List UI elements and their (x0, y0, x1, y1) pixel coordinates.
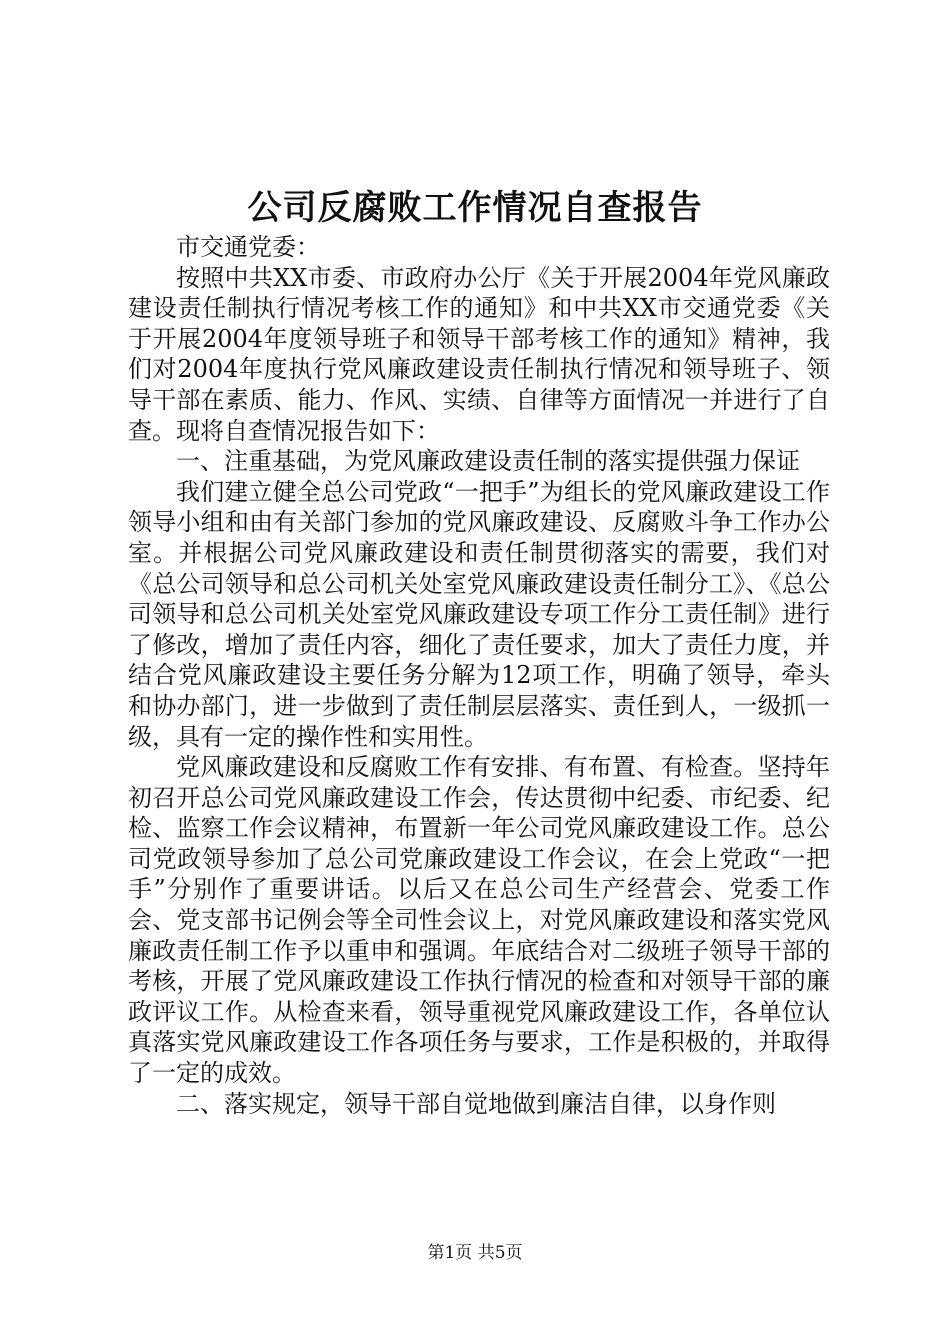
section-heading-1: 一、注重基础，为党风廉政建设责任制的落实提供强力保证 (176, 447, 800, 476)
intro-paragraph: 按照中共XX市委、市政府办公厅《关于开展2004年党风廉政建设责任制执行情况考核工作的通知》和中共XX市交通党委《关于开展2004年度领导班子和领导干部考核工作的通知》精神，我们对2004年度执行党风廉政建设责任制执行情况和领导班子、领导干部在素质、能力、作风、实绩、自律等方面情况一并进行了自查。现将自查情况报告如下： (128, 263, 830, 445)
salutation: 市交通党委： (176, 233, 320, 261)
body-paragraph: 我们建立健全总公司党政“一把手”为组长的党风廉政建设工作领导小组和由有关部门参加的党风廉政建设、反腐败斗争工作办公室。并根据公司党风廉政建设和责任制贯彻落实的需要，我们对《总公司领导和总公司机关处室党风廉政建设责任制分工》、《总公司领导和总公司机关处室党风廉政建设专项工作分工责任制》进行了修改，增加了责任内容，细化了责任要求，加大了责任力度，并结合党风廉政建设主要任务分解为12项工作，明确了领导，牵头和协办部门，进一步做到了责任制层层落实、责任到人，一级抓一级，具有一定的操作性和实用性。 (128, 477, 830, 751)
section-heading-2: 二、落实规定，领导干部自觉地做到廉洁自律，以身作则 (176, 1089, 776, 1118)
body-paragraph: 党风廉政建设和反腐败工作有安排、有布置、有检查。坚持年初召开总公司党风廉政建设工作会，传达贯彻中纪委、市纪委、纪检、监察工作会议精神，布置新一年公司党风廉政建设工作。总公司党政领导参加了总公司党廉政建设工作会议，在会上党政“一把手”分别作了重要讲话。以后又在总公司生产经营会、党委工作会、党支部书记例会等全司性会议上，对党风廉政建设和落实党风廉政责任制工作予以重申和强调。年底结合对二级班子领导干部的考核，开展了党风廉政建设工作执行情况的检查和对领导干部的廉政评议工作。从检查来看，领导重视党风廉政建设工作，各单位认真落实党风廉政建设工作各项任务与要求，工作是积极的，并取得了一定的成效。 (128, 753, 830, 1088)
page-number: 第1页 共5页 (427, 1243, 523, 1263)
document-title: 公司反腐败工作情况自查报告 (247, 188, 703, 228)
document-body (128, 232, 830, 1119)
